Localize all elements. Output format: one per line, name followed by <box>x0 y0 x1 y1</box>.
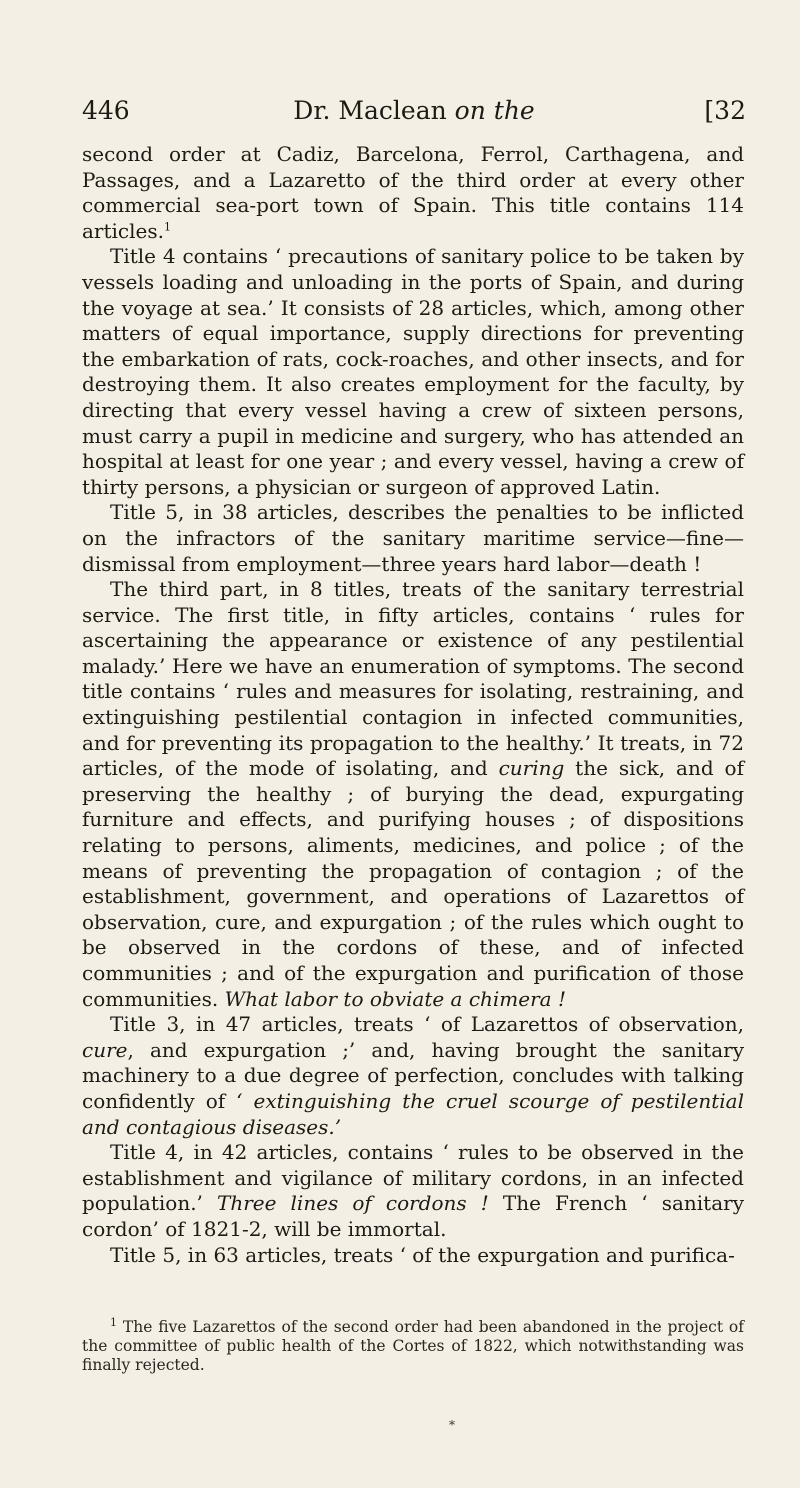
footnote-marker: 1 <box>110 1315 117 1329</box>
paragraph-3: Title 5, in 38 articles, describes the penalties to be inflicted on the infractors of the sanitary maritime service—fine—dismissal from employment—three years hard labor—death ! <box>82 500 744 576</box>
paragraph-2: Title 4 contains ‘ precautions of sanitary police to be taken by vessels loading and unloading in the ports of Spain, and during the voyage at sea.’ It consists of 28 articles, which, among other matters of equal importance, supply directions for preventing the embarkation of rats, cock-roaches, and other insects, and for destroying them. It also creates employment for the faculty, by directing that every vessel having a crew of sixteen persons, must carry a pupil in medicine and surgery, who has attended an hospital at least for one year ; and every vessel, having a crew of thirty persons, a physician or surgeon of approved Latin. <box>82 244 744 499</box>
paragraph-7: Title 5, in 63 articles, treats ‘ of the expurgation and purifica- <box>110 1242 735 1267</box>
stray-mark: * <box>449 1418 455 1432</box>
footnote-reference: 1 <box>163 220 171 234</box>
running-header <box>82 96 746 132</box>
paragraph-1: second order at Cadiz, Barcelona, Ferrol, Carthagena, and Passages, and a Lazaretto of the third order at every other commercial sea-port town of Spain. This title contains 114 articles.$^1$ <box>82 142 744 243</box>
page-number: 446 <box>82 96 130 125</box>
paragraph-6: Title 4, in 42 articles, contains ‘ rules to be observed in the establishment and vigilance of military cordons, in an infected population.’ Three lines of cordons ! The French ‘ sanitary cordon’ of 1821-2, will be immortal. <box>82 1140 744 1241</box>
paragraph-5: Title 3, in 47 articles, treats ‘ of Lazarettos of observation, cure, and expurgation ;’ and, having brought the sanitary machinery to a due degree of perfection, concludes with talking confidently of ‘ extinguishing the cruel scourge of pestilential and contagious diseases.’ <box>82 1012 744 1139</box>
paragraph-4: The third part, in 8 titles, treats of the sanitary terrestrial service. The first title, in fifty articles, contains ‘ rules for ascertaining the appearance or existence of any pestilential malady.’ Here we have an enumeration of symptoms. The second title contains ‘ rules and measures for isolating, restraining, and extinguishing pestilential contagion in infected communities, and for preventing its propagation to the healthy.’ It treats, in 72 articles, of the mode of isolating, and curing the sick, and of preserving the healthy ; of burying the dead, expurgating furniture and effects, and purifying houses ; of dispositions relating to persons, aliments, medicines, and police ; of the means of preventing the propagation of contagion ; of the establishment, government, and operations of Lazarettos of observation, cure, and expurgation ; of the rules which ought to be observed in the cordons of these, and of infected communities ; and of the expurgation and purification of those communities. What labor to obviate a chimera ! <box>82 577 744 1011</box>
running-title: Dr. Maclean on the <box>293 96 535 125</box>
signature-mark: [32 <box>704 96 746 125</box>
body-text <box>82 142 744 1268</box>
footnote: $^1$ The five Lazarettos of the second order had been abandoned in the project of the committee of public health of the Cortes of 1822, which notwithstanding was finally rejected. <box>82 1315 744 1374</box>
